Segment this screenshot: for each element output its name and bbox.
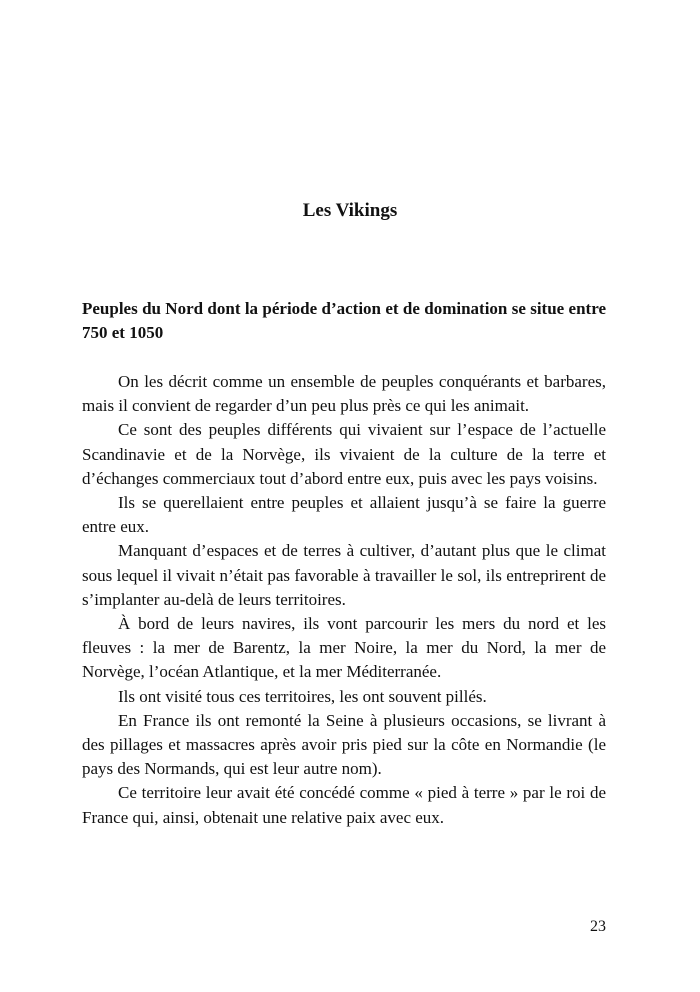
page-title: Les Vikings xyxy=(302,200,398,221)
chapter-subtitle: Peuples du Nord dont la période d’action et de domination se situe entre 750 et 1050 xyxy=(82,299,606,343)
paragraph: Ce territoire leur avait été concédé comme « pied à terre » par le roi de France qui, ainsi, obtenait une relative paix avec eux. xyxy=(82,783,606,827)
paragraph: Manquant d’espaces et de terres à cultiver, d’autant plus que le climat sous lequel il vivait n’était pas favorable à travailler le sol, ils entreprirent de s’implanter au-delà de leurs territoires. xyxy=(82,541,606,609)
paragraph: Ils se querellaient entre peuples et allaient jusqu’à se faire la guerre entre eux. xyxy=(82,493,606,537)
page-number: 23 xyxy=(590,918,606,935)
paragraph: Ce sont des peuples différents qui vivaient sur l’espace de l’actuelle Scandinavie et de la Norvège, ils vivaient de la culture de la terre et d’échanges commerciaux tout d’abord entre eux, puis avec les pays voisins. xyxy=(82,420,606,488)
body-text xyxy=(82,370,606,830)
paragraph: On les décrit comme un ensemble de peuples conquérants et barbares, mais il convient de regarder d’un peu plus près ce qui les animait. xyxy=(82,372,606,416)
paragraph: Ils ont visité tous ces territoires, les ont souvent pillés. xyxy=(118,686,487,706)
paragraph: En France ils ont remonté la Seine à plusieurs occasions, se livrant à des pillages et massacres après avoir pris pied sur la côte en Normandie (le pays des Normands, qui est leur autre nom). xyxy=(82,710,606,779)
paragraph: À bord de leurs navires, ils vont parcourir les mers du nord et les fleuves : la mer de Barentz, la mer Noire, la mer du Nord, la mer de Norvège, l’océan Atlantique, et la mer Méditerranée. xyxy=(82,614,606,682)
